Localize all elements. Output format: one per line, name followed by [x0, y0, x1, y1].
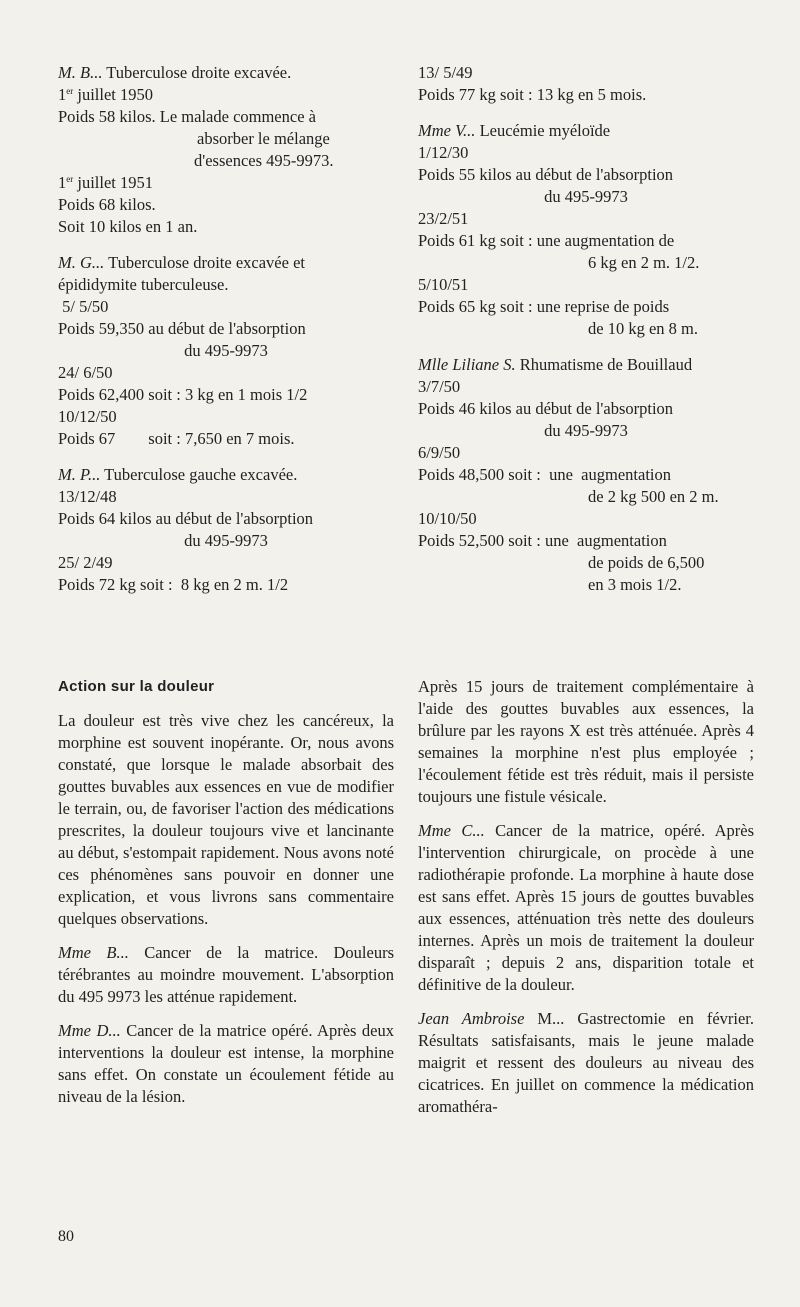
case-mme-d-continuation: Après 15 jours de traitement complémentaire à l'aide des gouttes buvables aux essences, la brûlure par les rayons X est très atténuée. Après 4 semaines la morphine n'est plus employée ; l'écoulement fétide est très réduit, mais il persiste toujours une fistule vésicale. — [418, 677, 754, 806]
case-mb-weight1c: d'essences 495-9973. — [194, 151, 334, 170]
case-mv-weight2b: 6 kg en 2 m. 1/2. — [588, 253, 700, 272]
left-bottom-column — [58, 676, 394, 1108]
case-mb-date1: 1er juillet 1950 — [58, 85, 153, 104]
case-ml-weight3c: en 3 mois 1/2. — [588, 575, 682, 594]
case-mp-weight1b: du 495-9973 — [184, 531, 268, 550]
case-mg-date2: 24/ 6/50 — [58, 363, 113, 382]
case-mp-weight2: Poids 72 kg soit : 8 kg en 2 m. 1/2 — [58, 575, 289, 594]
case-mp-date2: 25/ 2/49 — [58, 553, 113, 572]
case-mv-weight1: Poids 55 kilos au début de l'absorption — [418, 165, 674, 184]
case-mme-d-paragraph: Mme D... Cancer de la matrice opéré. Après deux interventions la douleur est intense, la morphine sans effet. On constate un écoulement fétide au niveau de la lésion. — [58, 1021, 394, 1106]
case-mg-date3: 10/12/50 — [58, 407, 117, 426]
case-jean-paragraph: Jean Ambroise M... Gastrectomie en février. Résultats satisfaisants, mais le jeune malade maigrit et ressent des douleurs au niveau des cicatrices. En juillet on commence la médication aromathéra- — [418, 1009, 754, 1116]
case-mb-weight2: Poids 68 kilos. — [58, 195, 156, 214]
case-mp-title: M. P... Tuberculose gauche excavée. — [58, 465, 298, 484]
case-mb-weight1: Poids 58 kilos. Le malade commence à — [58, 107, 316, 126]
case-mb-weight1b: absorber le mélange — [197, 129, 330, 148]
case-mb-title: M. B... Tuberculose droite excavée. — [58, 63, 292, 82]
case-ml-weight3b: de poids de 6,500 — [588, 553, 705, 572]
case-mg-diag2: épididymite tuberculeuse. — [58, 275, 229, 294]
right-top-column — [418, 62, 754, 596]
case-ml-weight2b: de 2 kg 500 en 2 m. — [588, 487, 719, 506]
case-mg-weight2: Poids 62,400 soit : 3 kg en 1 mois 1/2 — [58, 385, 308, 404]
case-ml-weight1b: du 495-9973 — [544, 421, 628, 440]
case-ml-date3: 10/10/50 — [418, 509, 477, 528]
case-mv-weight3b: de 10 kg en 8 m. — [588, 319, 698, 338]
case-mg-title: M. G... Tuberculose droite excavée et — [58, 253, 305, 272]
case-ml-weight3: Poids 52,500 soit : une augmentation — [418, 531, 667, 550]
case-mv-weight1b: du 495-9973 — [544, 187, 628, 206]
case-mv-title: Mme V... Leucémie myéloïde — [418, 121, 611, 140]
case-mv-date2: 23/2/51 — [418, 209, 469, 228]
case-mb-date2: 1er juillet 1951 — [58, 173, 153, 192]
case-mg-date1: 5/ 5/50 — [58, 297, 109, 316]
case-mg-weight1b: du 495-9973 — [184, 341, 268, 360]
right-bottom-column — [418, 676, 754, 1118]
case-mb-result: Soit 10 kilos en 1 an. — [58, 217, 198, 236]
case-mp-weight1: Poids 64 kilos au début de l'absorption — [58, 509, 314, 528]
case-mp-weight3: Poids 77 kg soit : 13 kg en 5 mois. — [418, 85, 647, 104]
case-mg-weight3: Poids 67 soit : 7,650 en 7 mois. — [58, 429, 295, 448]
case-mv-weight3: Poids 65 kg soit : une reprise de poids — [418, 297, 670, 316]
case-mp-date1: 13/12/48 — [58, 487, 117, 506]
case-mv-date1: 1/12/30 — [418, 143, 469, 162]
case-mv-date3: 5/10/51 — [418, 275, 469, 294]
page-number: 80 — [58, 1228, 74, 1245]
case-ml-weight2: Poids 48,500 soit : une augmentation — [418, 465, 671, 484]
case-ml-date2: 6/9/50 — [418, 443, 461, 462]
intro-paragraph: La douleur est très vive chez les cancéreux, la morphine est souvent inopérante. Or, nous avons constaté, que lorsque le malade absorbait des gouttes buvables aux essences en vue de modifier le terrain, ou, de favoriser l'action des médications prescrites, la douleur toujours vive et lancinante au début, s'estompait rapidement. Nous avons noté ces phénomènes sans pouvoir en donner une explication, et vous livrons sans commentaire quelques observations. — [58, 711, 394, 928]
case-mme-c-paragraph: Mme C... Cancer de la matrice, opéré. Après l'intervention chirurgicale, on procède à une radiothérapie profonde. La morphine à haute dose est sans effet. Après 15 jours de gouttes buvables aux essences, atténuation très nette des douleurs internes. Après un mois de traitement la douleur disparaît ; depuis 2 ans, disparition totale et définitive de la douleur. — [418, 821, 754, 994]
section-heading: Action sur la douleur — [58, 678, 215, 695]
case-ml-weight1: Poids 46 kilos au début de l'absorption — [418, 399, 674, 418]
case-ml-date1: 3/7/50 — [418, 377, 461, 396]
left-top-column — [58, 62, 394, 596]
case-mp-date3: 13/ 5/49 — [418, 63, 473, 82]
case-mg-weight1: Poids 59,350 au début de l'absorption — [58, 319, 306, 338]
case-mme-b-paragraph: Mme B... Cancer de la matrice. Douleurs térébrantes au moindre mouvement. L'absorption du 495 9973 les atténue rapidement. — [58, 943, 394, 1006]
case-ml-title: Mlle Liliane S. Rhumatisme de Bouillaud — [418, 355, 693, 374]
case-mv-weight2: Poids 61 kg soit : une augmentation de — [418, 231, 675, 250]
